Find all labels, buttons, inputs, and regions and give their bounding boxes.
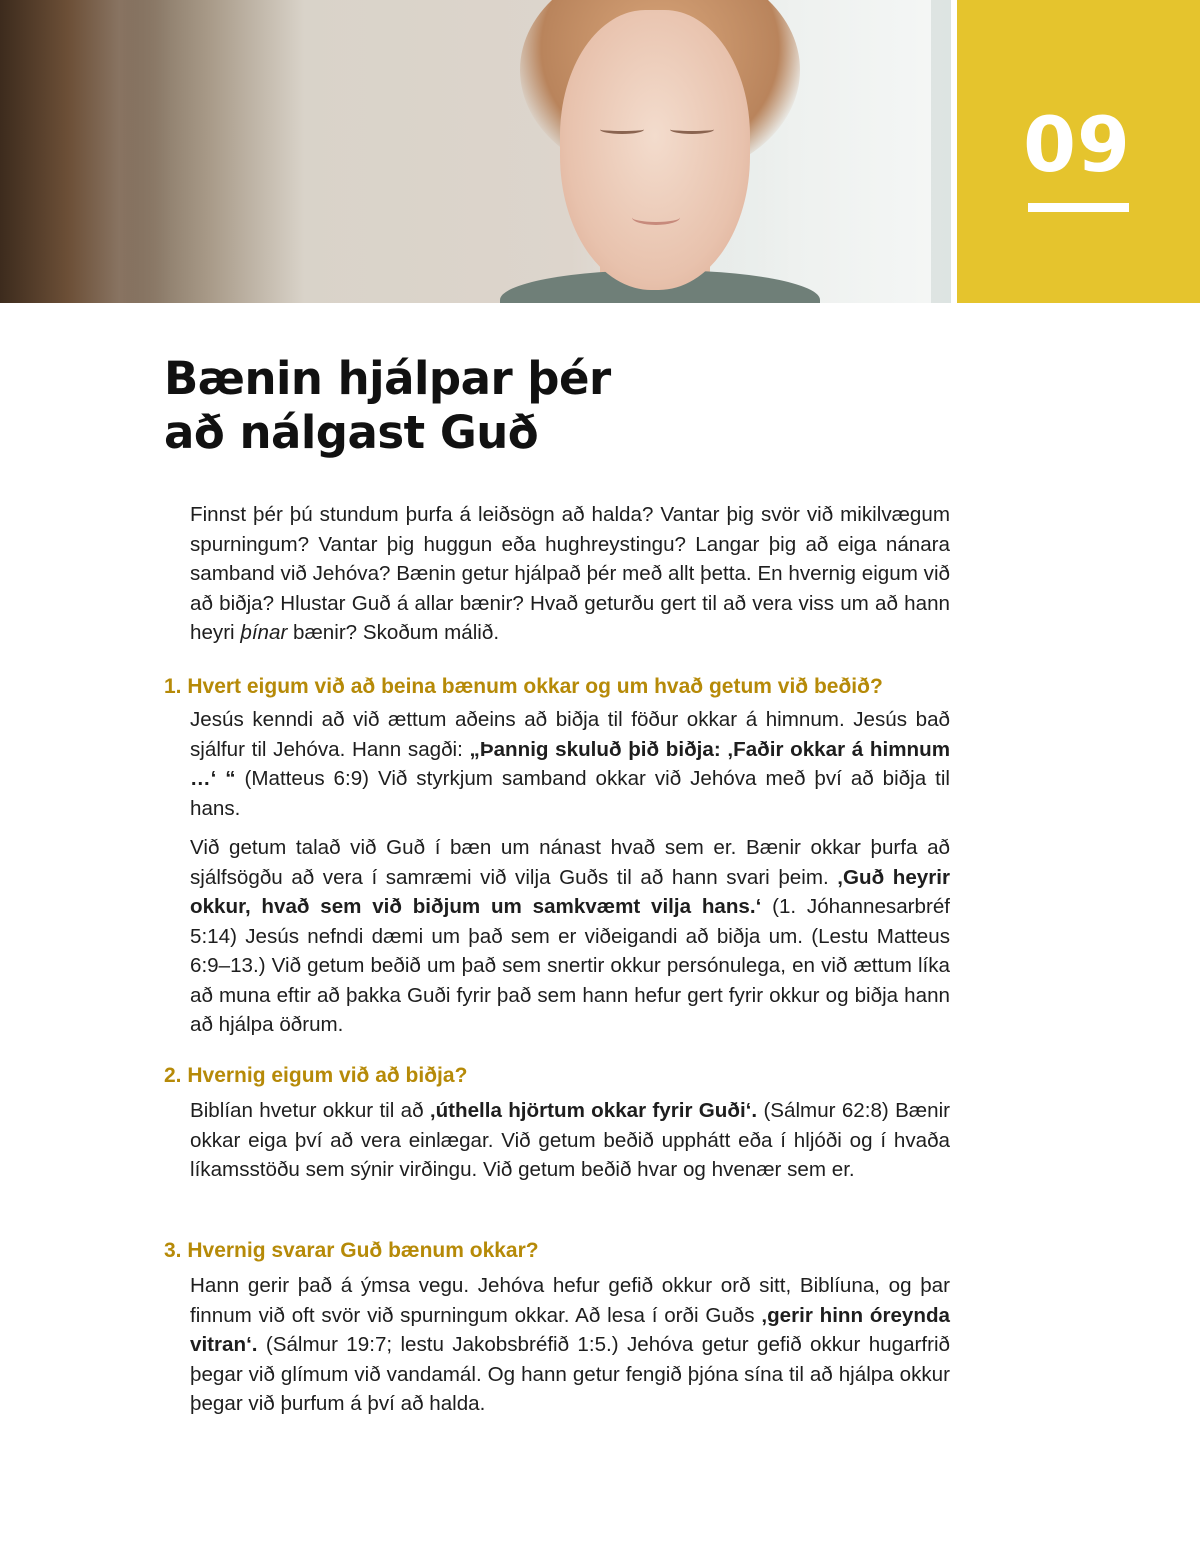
q1-p2-text-b: (1. Jóhannesarbréf 5:14) Jesús nefndi dæmi um það sem er viðeigandi að biðja um. (Lestu Matteus 6:9–13.) Við getum beðið um það sem snertir okkur persónulega, en við ættum líka að muna eftir að þakka Guði fyrir það sem hann hefur gert fyrir okkur og biðja hann að hjálpa öðrum. bbox=[190, 895, 951, 1036]
q1-p1-text-a: Jesús kenndi að við ættum aðeins að biðja til föður okkar á himnum. Jesús bað sjálfur til Jehóva. Hann sagði: bbox=[190, 708, 950, 761]
chapter-number: 09 bbox=[1023, 100, 1131, 189]
page-title bbox=[164, 352, 611, 460]
q3-p1-text-b: (Sálmur 19:7; lestu Jakobsbréfið 1:5.) Jehóva getur gefið okkur hugarfrið þegar við glímum við vandamál. Og hann getur fengið þjóna sína til að hjálpa okkur þegar við þurfum á því að halda. bbox=[190, 1333, 950, 1415]
title-line-2: að nálgast Guð bbox=[164, 406, 539, 459]
smile bbox=[632, 210, 680, 225]
q3-p1-quote: ‚gerir hinn óreynda vitran‘. bbox=[190, 1303, 950, 1356]
chapter-underline bbox=[1028, 203, 1129, 212]
q2-p1-text-a: Biblían hvetur okkur til að bbox=[190, 1099, 430, 1122]
title-line-1: Bænin hjálpar þér bbox=[164, 352, 611, 405]
q3-p1-text-a: Hann gerir það á ýmsa vegu. Jehóva hefur gefið okkur orð sitt, Biblíuna, og þar finnum við oft svör við spurningum okkar. Að lesa í orði Guðs bbox=[190, 1274, 950, 1327]
q2-p1-text-b: (Sálmur 62:8) Bænir okkar eiga því að vera einlægar. Við getum beðið upphátt eða í hljóði og í hvaða líkamsstöðu sem sýnir virðingu. Við getum beðið hvar og hvenær sem er. bbox=[190, 1099, 950, 1181]
intro-paragraph bbox=[190, 500, 950, 648]
question-2-heading: 2. Hvernig eigum við að biðja? bbox=[164, 1064, 468, 1087]
closed-eye-left bbox=[600, 125, 644, 134]
q2-paragraph-1 bbox=[190, 1096, 950, 1185]
question-3-heading: 3. Hvernig svarar Guð bænum okkar? bbox=[164, 1239, 539, 1262]
intro-text-b: bænir? Skoðum málið. bbox=[287, 621, 500, 644]
header-photo bbox=[0, 0, 951, 303]
q1-p2-quote: ‚Guð heyrir okkur, hvað sem við biðjum um samkvæmt vilja hans.‘ bbox=[190, 865, 951, 918]
chapter-badge bbox=[957, 0, 1200, 303]
bookshelf-background bbox=[0, 0, 170, 303]
q2-p1-quote: ‚úthella hjörtum okkar fyrir Guði‘. bbox=[429, 1099, 758, 1122]
q1-p2-text-a: Við getum talað við Guð í bæn um nánast hvað sem er. Bænir okkar þurfa að sjálfsögðu að vera í samræmi við vilja Guðs til að hann svari þeim. bbox=[190, 836, 950, 889]
question-1-heading: 1. Hvert eigum við að beina bænum okkar og um hvað getum við beðið? bbox=[164, 675, 883, 698]
closed-eye-right bbox=[670, 125, 714, 134]
q1-p1-text-b: (Matteus 6:9) Við styrkjum samband okkar við Jehóva með því að biðja til hans. bbox=[190, 767, 951, 820]
q1-p1-quote: „Þannig skuluð þið biðja: ‚Faðir okkar á himnum …‘ “ bbox=[190, 737, 950, 790]
q3-paragraph-1 bbox=[190, 1271, 950, 1419]
q1-paragraph-1 bbox=[190, 705, 950, 823]
intro-text-a: Finnst þér þú stundum þurfa á leiðsögn að halda? Vantar þig svör við mikilvægum spurningum? Vantar þig huggun eða hughreystingu? Langar þig að eiga nánara samband við Jehóva? Bænin getur hjálpað þér með allt þetta. En hvernig eigum við að biðja? Hlustar Guð á allar bænir? Hvað geturðu gert til að vera viss um að hann heyri bbox=[190, 503, 950, 644]
q1-paragraph-2 bbox=[190, 833, 950, 1040]
intro-italic: þínar bbox=[240, 621, 288, 644]
face bbox=[560, 10, 750, 290]
